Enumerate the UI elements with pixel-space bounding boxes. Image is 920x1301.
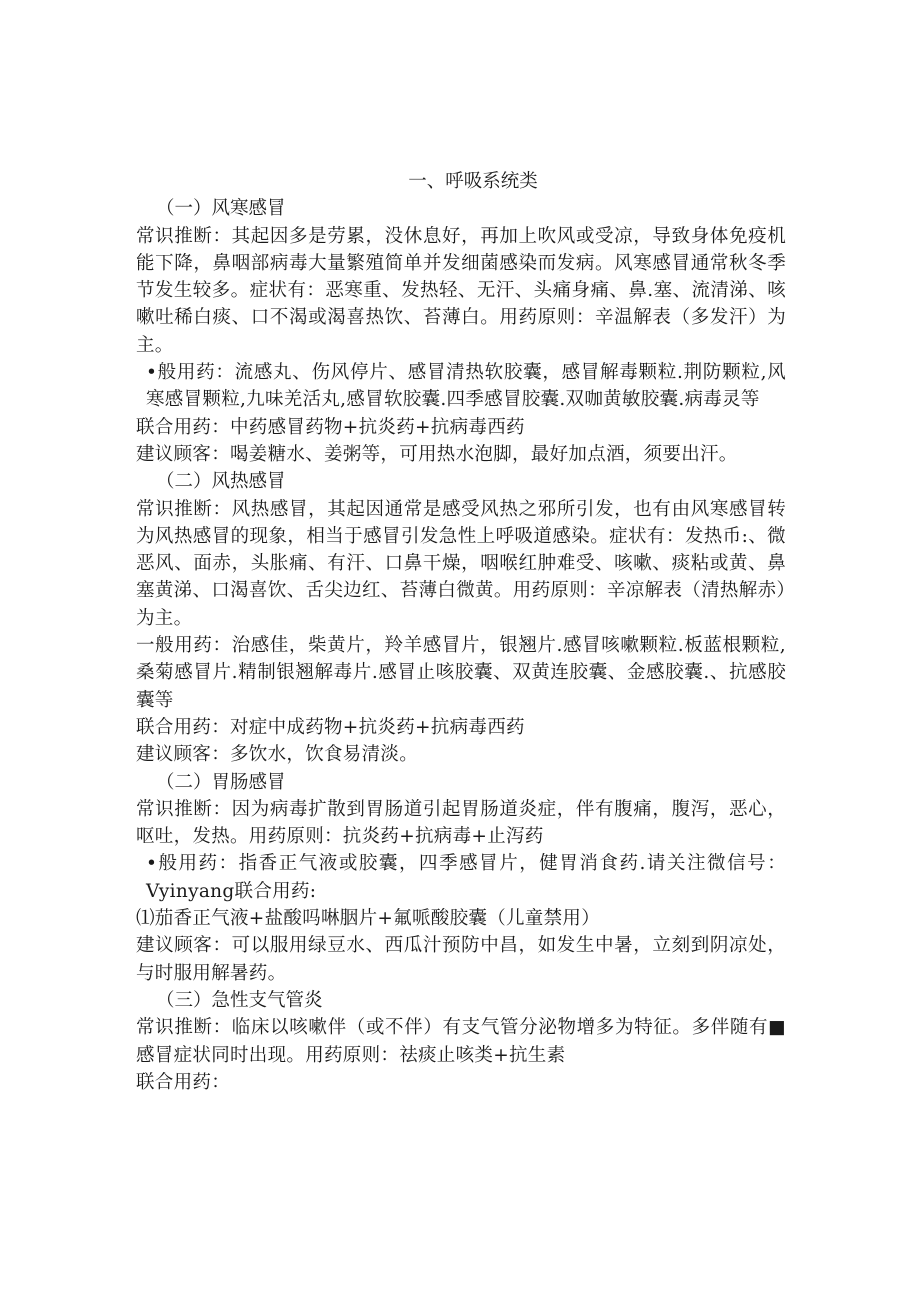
paragraph-combined-medication: 联合用药：中药感冒药物+抗炎药+抗病毒西药 (136, 416, 525, 438)
section-wind-heat-cold (136, 468, 786, 768)
section-gastro-cold (136, 769, 786, 987)
paragraph-customer-advice: 建议顾客：可以服用绿豆水、西瓜汁预防中昌，如发生中暑，立刻到阴凉处，与时服用解暑药。 (136, 935, 786, 984)
paragraph-combined-medication: ⑴茄香正气液+盐酸吗啉胭片+氟哌酸胶囊（儿童禁用） (136, 908, 601, 930)
section-acute-bronchitis (136, 987, 786, 1096)
paragraph-customer-advice: 建议顾客：多饮水，饮食易清淡。 (136, 744, 419, 766)
paragraph-diagnosis: 常识推断：其起因多是劳累，没休息好，再加上吹风或受凉，导致身体免疫机能下降，鼻咽部病毒大量繁殖简单并发细菌感染而发病。风寒感冒通常秋冬季节发生较多。症状有：恶寒重、发热轻、无汗、头痛身痛、鼻.塞、流清涕、咳嗽吐稀白痰、口不渴或渴喜热饮、苔薄白。用药原则：辛温解表（多发汗）为主。 (136, 225, 786, 356)
document-body (136, 168, 786, 1096)
paragraph-general-medication: •般用药：流感丸、伤风停片、感冒清热软胶囊，感冒解毒颗粒.荆防颗粒,风寒感冒颗粒,九味羌活丸,感冒软胶囊.四季感冒胶囊.双咖黄敏胶囊.病毒灵等 (146, 362, 786, 411)
section-wind-cold-cold (136, 195, 786, 468)
paragraph-combined-medication: 联合用药：对症中成药物+抗炎药+抗病毒西药 (136, 716, 525, 738)
section-heading: （一）风寒感冒 (156, 198, 286, 220)
paragraph-general-medication: 一般用药：治感佳，柴黄片，羚羊感冒片，银翘片.感冒咳嗽颗粒.板蓝根颗粒,桑菊感冒片.精制银翘解毒片.感冒止咳胶囊、双黄连胶囊、金感胶囊.、抗感胶囊等 (136, 635, 786, 711)
paragraph-general-medication: •般用药：指香正气液或胶囊，四季感冒片，健胃消食药.请关注微信号：Vyinyang联合用药: (146, 853, 786, 902)
paragraph-diagnosis: 常识推断：因为病毒扩散到胃肠道引起胃肠道炎症，伴有腹痛，腹泻，恶心，呕吐，发热。用药原则：抗炎药+抗病毒+止泻药 (136, 798, 786, 848)
section-heading: （二）风热感冒 (156, 471, 286, 493)
paragraph-diagnosis: 常识推断：风热感冒，其起因通常是感受风热之邪所引发，也有由风寒感冒转为风热感冒的现象，相当于感冒引发急性上呼吸道感染。症状有：发热币:、微恶风、面赤，头胀痛、有汗、口鼻干燥，咽喉红肿难受、咳嗽、痰粘或黄、鼻塞黄涕、口渴喜饮、舌尖边红、苔薄白微黄。用药原则：辛凉解表（清热解赤）为主。 (136, 498, 786, 629)
paragraph-combined-medication: 联合用药： (136, 1071, 231, 1093)
paragraph-customer-advice: 建议顾客：喝姜糖水、姜粥等，可用热水泡脚，最好加点酒，须要出汗。 (136, 443, 738, 465)
page-title: 一、呼吸系统类 (408, 171, 538, 192)
section-heading: （二）胃肠感冒 (156, 771, 286, 793)
paragraph-diagnosis: 常识推断：临床以咳嗽伴（或不伴）有支气管分泌物增多为特征。多伴随有■感冒症状同时出现。用药原则：祛痰止咳类+抗生素 (136, 1017, 786, 1066)
section-heading: （三）急性支气管炎 (156, 989, 323, 1011)
